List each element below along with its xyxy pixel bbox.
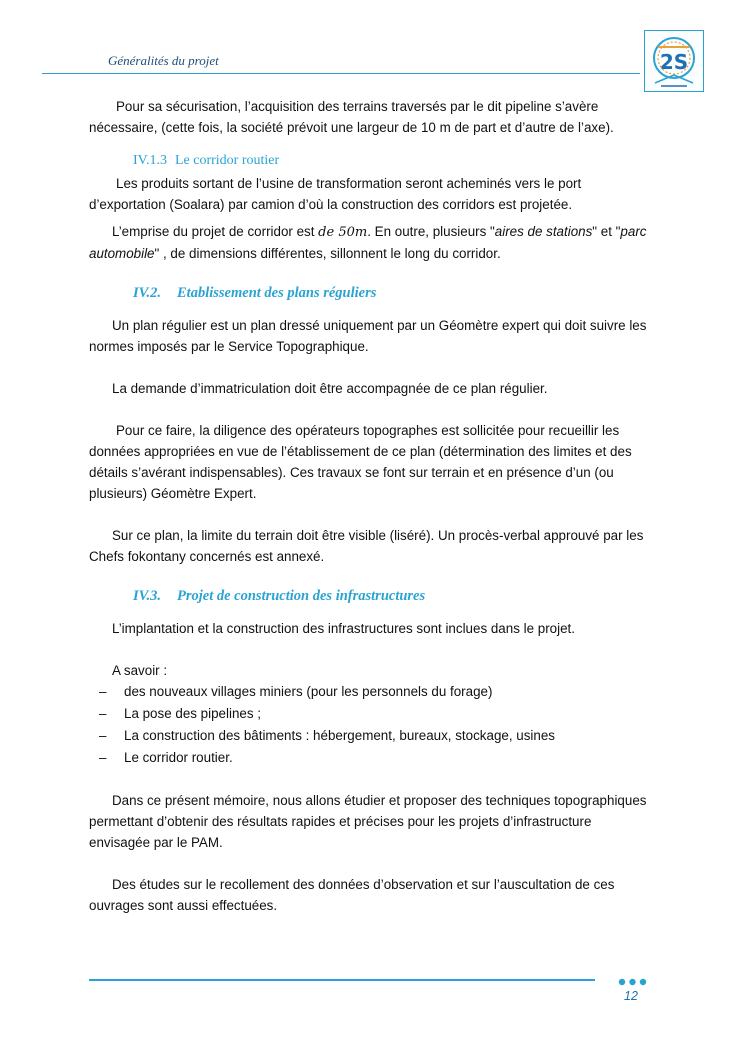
paragraph-plan-regulier: Un plan régulier est un plan dressé uniquement par un Géomètre expert qui doit suivre les normes imposés par le Service Topographique. [89,318,647,354]
bullet-dash: – [99,684,107,699]
paragraph-a-savoir: A savoir : [112,663,168,678]
paragraph-securisation: Pour sa sécurisation, l’acquisition des terrains traversés par le dit pipeline s’avère nécessaire, (cette fois, la société prévoit une largeur de 10 m de part et d’autre de l’axe). [89,99,614,135]
list-item-text: La pose des pipelines ; [124,706,261,721]
paragraph-etudes: Des études sur le recollement des données d’observation et sur l’auscultation de ces ouvrages sont aussi effectuées. [89,877,615,913]
list-item [89,725,649,747]
text-fragment: . En outre, plusieurs " [367,224,495,239]
paragraph-implantation: L’implantation et la construction des infrastructures sont inclues dans le projet. [112,621,575,636]
page-body [89,96,649,916]
bullet-dash: – [99,706,107,721]
list-item [89,681,649,703]
header-divider [42,73,640,74]
math-expression: de 50m [318,225,368,240]
subsection-number: IV.1.3 [133,153,167,168]
paragraph-limite: Sur ce plan, la limite du terrain doit être visible (liséré). Un procès-verbal approuvé par les Chefs fokontany concernés est annexé. [89,528,644,564]
school-logo [644,30,704,92]
section-number: IV.2. [133,285,161,301]
footer-dots-icon [618,978,648,986]
emphasis-aires: aires de stations [494,224,593,239]
bullet-list [89,681,649,769]
logo-emblem-icon [645,31,703,91]
paragraph-memoire: Dans ce présent mémoire, nous allons étudier et proposer des techniques topographiques permettant d’obtenir des résultats rapides et précises pour les projets d’infrastructure envisagée par le PAM. [89,793,647,850]
subsection-heading-corridor [133,150,649,171]
section-number: IV.3. [133,588,161,604]
text-fragment: " , de dimensions différentes, sillonnent le long du corridor. [154,246,501,261]
paragraph-produits: Les produits sortant de l’usine de transformation seront acheminés vers le port d’exportation (Soalara) par camion d’où la construction des corridors est projetée. [89,176,582,212]
list-item-text: Le corridor routier. [124,750,233,765]
section-heading-plans [133,283,649,304]
section-title: Etablissement des plans réguliers [177,285,377,301]
list-item-text: des nouveaux villages miniers (pour les personnels du forage) [124,684,493,699]
emphasis-parc: parc automobile [89,224,647,261]
text-fragment: " et " [592,224,621,239]
footer-divider [89,979,595,981]
paragraph-immatriculation: La demande d’immatriculation doit être accompagnée de ce plan régulier. [112,381,548,396]
list-item [89,703,649,725]
section-title: Projet de construction des infrastructures [177,588,426,604]
subsection-title: Le corridor routier [174,153,280,168]
running-header-title: Généralités du projet [108,53,219,68]
bullet-dash: – [99,750,107,765]
list-item-text: La construction des bâtiments : hébergement, bureaux, stockage, usines [124,728,555,743]
bullet-dash: – [99,728,107,743]
list-item [89,747,649,769]
text-fragment: L’emprise du projet de corridor est [112,224,319,239]
paragraph-diligence: Pour ce faire, la diligence des opérateurs topographes est sollicitée pour recueillir les données appropriées en vue de l’établissement de ce plan (détermination des limites et des détails s’avérant indispensables). Ces travaux se font sur terrain et en présence d’un (ou plusieurs) Géomètre Expert. [89,423,632,501]
logo-text: 2S [659,50,689,74]
page-number: 12 [624,989,638,1003]
section-heading-infrastructures [133,586,649,607]
paragraph-emprise [89,221,649,264]
